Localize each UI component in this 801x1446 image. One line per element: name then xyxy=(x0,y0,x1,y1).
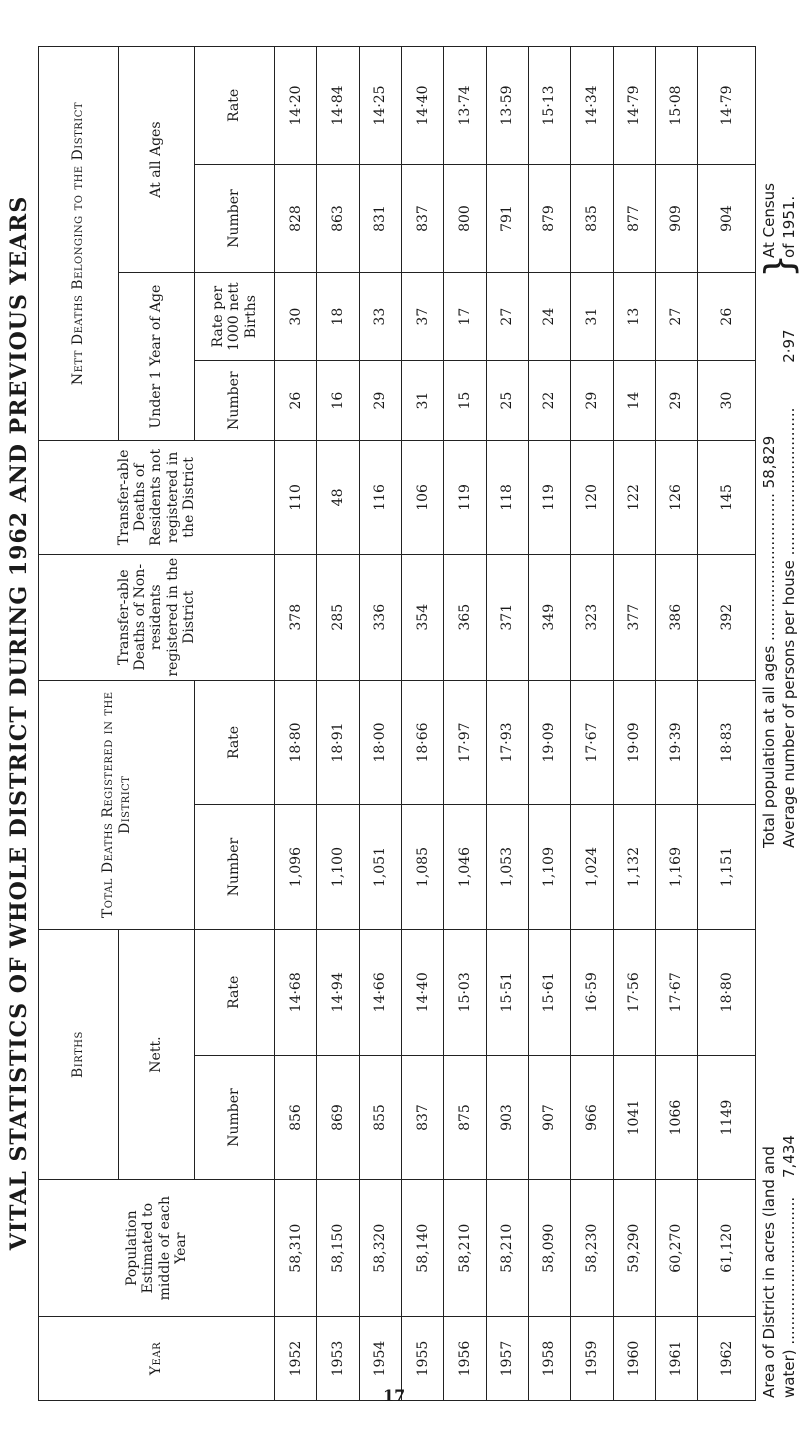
table-row xyxy=(359,47,401,1401)
cell-year: 1959 xyxy=(571,1317,613,1401)
cell-births-number: 875 xyxy=(444,1055,486,1180)
cell-deaths-rate: 19·39 xyxy=(655,680,697,805)
cell-deaths-number: 1,085 xyxy=(401,805,443,930)
cell-residents: 122 xyxy=(613,441,655,555)
cell-deaths-number: 1,096 xyxy=(275,805,317,930)
cell-year: 1960 xyxy=(613,1317,655,1401)
header-all-ages: At all Ages xyxy=(119,47,195,273)
cell-deaths-rate: 18·66 xyxy=(401,680,443,805)
cell-year: 1953 xyxy=(317,1317,359,1401)
cell-residents: 119 xyxy=(444,441,486,555)
persons-value: 2·97 xyxy=(780,329,798,363)
cell-under1-rate: 13 xyxy=(613,273,655,361)
cell-year: 1956 xyxy=(444,1317,486,1401)
cell-all-number: 877 xyxy=(613,164,655,272)
footer-persons-line xyxy=(780,329,798,848)
cell-residents: 110 xyxy=(275,441,317,555)
cell-non-residents: 323 xyxy=(571,554,613,680)
cell-all-number: 835 xyxy=(571,164,613,272)
header-all-rate: Rate xyxy=(195,47,275,165)
cell-under1-number: 14 xyxy=(613,361,655,441)
cell-population: 59,290 xyxy=(613,1180,655,1317)
cell-under1-rate: 18 xyxy=(317,273,359,361)
cell-under1-number: 22 xyxy=(528,361,570,441)
cell-births-number: 903 xyxy=(486,1055,528,1180)
header-nett-deaths: Nett Deaths Belonging to the District xyxy=(39,47,119,441)
cell-births-rate: 18·80 xyxy=(698,929,756,1055)
cell-non-residents: 371 xyxy=(486,554,528,680)
cell-all-number: 828 xyxy=(275,164,317,272)
cell-deaths-number: 1,100 xyxy=(317,805,359,930)
cell-deaths-rate: 19·09 xyxy=(528,680,570,805)
cell-births-number: 869 xyxy=(317,1055,359,1180)
table-row xyxy=(444,47,486,1401)
header-births-number: Number xyxy=(195,1055,275,1180)
cell-under1-number: 16 xyxy=(317,361,359,441)
table-row xyxy=(698,47,756,1401)
table-row xyxy=(571,47,613,1401)
header-births-nett: Nett. xyxy=(119,929,195,1179)
header-all-number: Number xyxy=(195,164,275,272)
cell-year: 1955 xyxy=(401,1317,443,1401)
cell-non-residents: 349 xyxy=(528,554,570,680)
census-label-1: At Census xyxy=(760,183,778,258)
cell-births-number: 856 xyxy=(275,1055,317,1180)
cell-year: 1957 xyxy=(486,1317,528,1401)
cell-deaths-rate: 17·67 xyxy=(571,680,613,805)
cell-all-number: 879 xyxy=(528,164,570,272)
cell-year: 1954 xyxy=(359,1317,401,1401)
cell-non-residents: 377 xyxy=(613,554,655,680)
area-value: 7,434 xyxy=(780,1135,798,1179)
cell-deaths-number: 1,046 xyxy=(444,805,486,930)
cell-all-number: 837 xyxy=(401,164,443,272)
cell-under1-rate: 31 xyxy=(571,273,613,361)
cell-residents: 120 xyxy=(571,441,613,555)
footer-area-line-1 xyxy=(760,1146,778,1398)
cell-all-number: 791 xyxy=(486,164,528,272)
census-brace: } xyxy=(757,253,801,278)
cell-births-number: 855 xyxy=(359,1055,401,1180)
table-row xyxy=(275,47,317,1401)
cell-population: 58,310 xyxy=(275,1180,317,1317)
cell-deaths-number: 1,132 xyxy=(613,805,655,930)
cell-residents: 119 xyxy=(528,441,570,555)
cell-births-rate: 14·94 xyxy=(317,929,359,1055)
cell-year: 1962 xyxy=(698,1317,756,1401)
cell-under1-rate: 33 xyxy=(359,273,401,361)
table-row xyxy=(317,47,359,1401)
header-births: Births xyxy=(39,929,119,1179)
header-deaths-rate: Rate xyxy=(195,680,275,805)
cell-non-residents: 365 xyxy=(444,554,486,680)
cell-all-rate: 14·40 xyxy=(401,47,443,165)
cell-births-rate: 14·68 xyxy=(275,929,317,1055)
cell-all-rate: 14·20 xyxy=(275,47,317,165)
cell-under1-number: 30 xyxy=(698,361,756,441)
cell-all-number: 909 xyxy=(655,164,697,272)
cell-residents: 126 xyxy=(655,441,697,555)
cell-non-residents: 392 xyxy=(698,554,756,680)
cell-deaths-number: 1,024 xyxy=(571,805,613,930)
cell-population: 60,270 xyxy=(655,1180,697,1317)
cell-under1-rate: 37 xyxy=(401,273,443,361)
area-label-2: water) xyxy=(780,1349,798,1398)
header-population: Population Estimated to middle of each Year xyxy=(39,1180,275,1317)
cell-all-rate: 14·34 xyxy=(571,47,613,165)
cell-all-number: 800 xyxy=(444,164,486,272)
cell-population: 58,150 xyxy=(317,1180,359,1317)
cell-under1-number: 25 xyxy=(486,361,528,441)
cell-population: 58,210 xyxy=(444,1180,486,1317)
cell-residents: 48 xyxy=(317,441,359,555)
footer-census-line-2 xyxy=(780,196,798,258)
table-row xyxy=(655,47,697,1401)
table-row xyxy=(401,47,443,1401)
cell-population: 58,140 xyxy=(401,1180,443,1317)
cell-under1-number: 29 xyxy=(571,361,613,441)
cell-all-number: 863 xyxy=(317,164,359,272)
cell-all-rate: 15·08 xyxy=(655,47,697,165)
table-row xyxy=(486,47,528,1401)
page-number: 17 xyxy=(383,1386,406,1405)
cell-year: 1958 xyxy=(528,1317,570,1401)
cell-population: 58,090 xyxy=(528,1180,570,1317)
cell-deaths-rate: 18·00 xyxy=(359,680,401,805)
cell-year: 1961 xyxy=(655,1317,697,1401)
cell-under1-number: 31 xyxy=(401,361,443,441)
cell-deaths-rate: 18·83 xyxy=(698,680,756,805)
cell-births-rate: 15·51 xyxy=(486,929,528,1055)
footer-census-line-1 xyxy=(760,183,778,258)
header-under-1: Under 1 Year of Age xyxy=(119,273,195,441)
population-dots: ............................... xyxy=(760,493,778,641)
cell-deaths-number: 1,053 xyxy=(486,805,528,930)
cell-deaths-rate: 18·91 xyxy=(317,680,359,805)
cell-population: 58,230 xyxy=(571,1180,613,1317)
footer-population-line xyxy=(760,436,778,848)
cell-births-number: 1041 xyxy=(613,1055,655,1180)
cell-residents: 116 xyxy=(359,441,401,555)
cell-all-number: 831 xyxy=(359,164,401,272)
cell-all-number: 904 xyxy=(698,164,756,272)
header-total-deaths: Total Deaths Registered in the District xyxy=(39,680,195,929)
cell-all-rate: 14·84 xyxy=(317,47,359,165)
persons-label: Average number of persons per house xyxy=(780,560,798,848)
cell-under1-rate: 26 xyxy=(698,273,756,361)
cell-births-number: 907 xyxy=(528,1055,570,1180)
cell-residents: 106 xyxy=(401,441,443,555)
cell-births-rate: 14·66 xyxy=(359,929,401,1055)
header-transfer-residents: Transfer-able Deaths of Residents not registered in the District xyxy=(39,441,275,555)
header-year: Year xyxy=(39,1317,275,1401)
cell-deaths-rate: 17·93 xyxy=(486,680,528,805)
persons-dots: ............................... xyxy=(780,407,798,556)
cell-deaths-number: 1,169 xyxy=(655,805,697,930)
cell-births-number: 1149 xyxy=(698,1055,756,1180)
header-under1-number: Number xyxy=(195,361,275,441)
cell-under1-rate: 27 xyxy=(486,273,528,361)
cell-deaths-number: 1,151 xyxy=(698,805,756,930)
cell-births-rate: 15·61 xyxy=(528,929,570,1055)
cell-deaths-number: 1,109 xyxy=(528,805,570,930)
page-title: VITAL STATISTICS OF WHOLE DISTRICT DURING 1962 AND PREVIOUS YEARS xyxy=(6,195,32,1251)
cell-all-rate: 13·59 xyxy=(486,47,528,165)
cell-non-residents: 386 xyxy=(655,554,697,680)
cell-births-rate: 17·56 xyxy=(613,929,655,1055)
cell-all-rate: 14·79 xyxy=(613,47,655,165)
cell-population: 61,120 xyxy=(698,1180,756,1317)
cell-year: 1952 xyxy=(275,1317,317,1401)
cell-population: 58,210 xyxy=(486,1180,528,1317)
cell-all-rate: 15·13 xyxy=(528,47,570,165)
cell-deaths-rate: 17·97 xyxy=(444,680,486,805)
cell-all-rate: 14·25 xyxy=(359,47,401,165)
cell-all-rate: 13·74 xyxy=(444,47,486,165)
cell-all-rate: 14·79 xyxy=(698,47,756,165)
cell-deaths-rate: 18·80 xyxy=(275,680,317,805)
cell-non-residents: 336 xyxy=(359,554,401,680)
population-value: 58,829 xyxy=(760,435,778,489)
cell-non-residents: 354 xyxy=(401,554,443,680)
cell-under1-rate: 27 xyxy=(655,273,697,361)
vital-statistics-table xyxy=(38,46,756,1401)
cell-under1-number: 15 xyxy=(444,361,486,441)
cell-births-rate: 15·03 xyxy=(444,929,486,1055)
cell-deaths-rate: 19·09 xyxy=(613,680,655,805)
table-row xyxy=(528,47,570,1401)
cell-population: 58,320 xyxy=(359,1180,401,1317)
cell-births-number: 837 xyxy=(401,1055,443,1180)
area-label-1: Area of District in acres (land and xyxy=(760,1146,778,1398)
header-deaths-number: Number xyxy=(195,805,275,930)
cell-non-residents: 378 xyxy=(275,554,317,680)
area-dots: ............................... xyxy=(780,1196,798,1345)
population-label: Total population at all ages xyxy=(760,645,778,848)
cell-births-rate: 16·59 xyxy=(571,929,613,1055)
cell-under1-number: 26 xyxy=(275,361,317,441)
cell-under1-rate: 17 xyxy=(444,273,486,361)
cell-under1-rate: 30 xyxy=(275,273,317,361)
header-births-rate: Rate xyxy=(195,929,275,1055)
cell-under1-number: 29 xyxy=(359,361,401,441)
cell-births-number: 966 xyxy=(571,1055,613,1180)
cell-births-rate: 17·67 xyxy=(655,929,697,1055)
cell-deaths-number: 1,051 xyxy=(359,805,401,930)
header-transfer-non-residents: Transfer-able Deaths of Non-residents registered in the District xyxy=(39,554,275,680)
table-row xyxy=(613,47,655,1401)
cell-births-number: 1066 xyxy=(655,1055,697,1180)
cell-residents: 145 xyxy=(698,441,756,555)
cell-residents: 118 xyxy=(486,441,528,555)
census-label-2: of 1951. xyxy=(780,195,798,258)
cell-under1-number: 29 xyxy=(655,361,697,441)
cell-births-rate: 14·40 xyxy=(401,929,443,1055)
cell-non-residents: 285 xyxy=(317,554,359,680)
cell-under1-rate: 24 xyxy=(528,273,570,361)
footer-area-line-2 xyxy=(780,1135,798,1398)
header-under1-rate: Rate per 1000 nett Births xyxy=(195,273,275,361)
